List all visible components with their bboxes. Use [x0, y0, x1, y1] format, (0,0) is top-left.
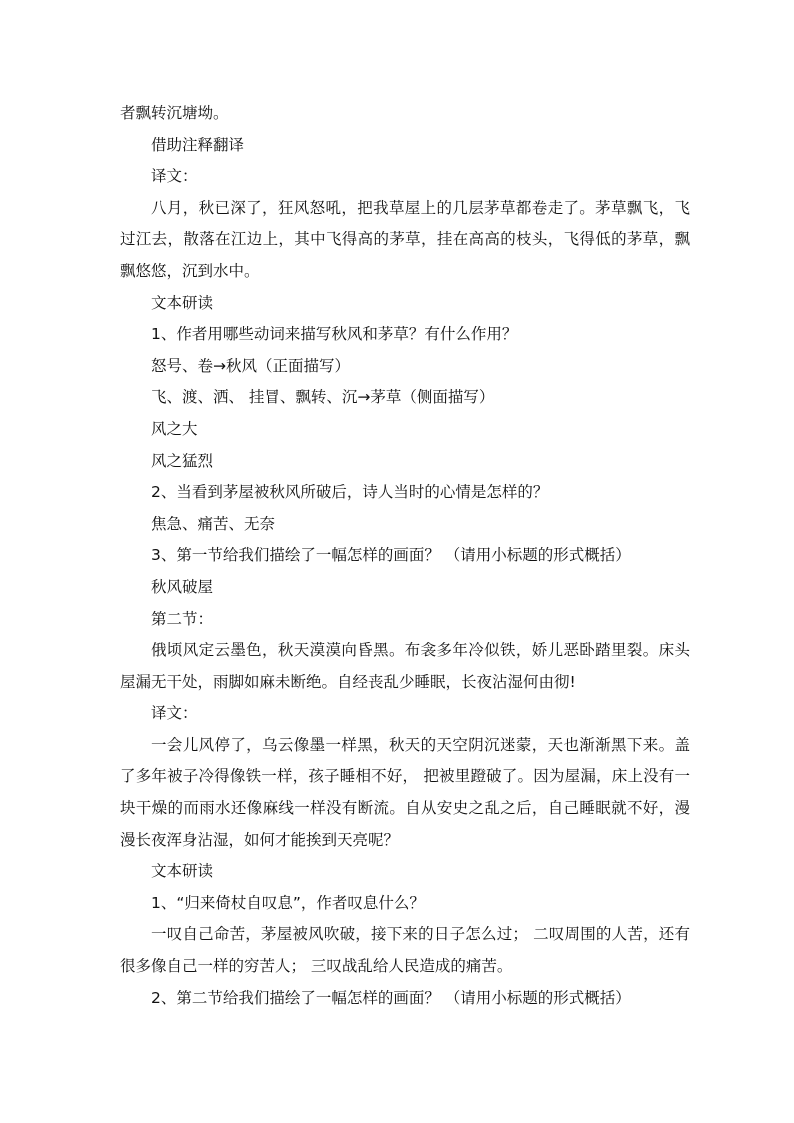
answer-wind: 怒号、卷→秋风（正面描写）	[151, 356, 350, 375]
answer-sigh: 一叹自己命苦，茅屋被风吹破，接下来的日子怎么过； 二叹周围的人苦，还有很多像自己一样的穷苦人； 三叹战乱给人民造成的痛苦。	[120, 925, 690, 976]
document-body	[120, 98, 690, 1014]
answer-wind-strength: 风之大	[151, 419, 198, 438]
translation-heading-2: 译文：	[151, 704, 198, 723]
text-line-continuation: 者飘转沉塘坳。	[120, 104, 229, 122]
question-1: 1、作者用哪些动词来描写秋风和茅草？有什么作用？	[151, 325, 518, 344]
answer-mood: 焦急、痛苦、无奈	[151, 514, 276, 533]
answer-thatch: 飞、渡、洒、 挂冒、飘转、沉→茅草（侧面描写）	[151, 388, 495, 407]
answer-wind-fierce: 风之猛烈	[151, 451, 214, 470]
question-sigh: 1、“归来倚杖自叹息”，作者叹息什么？	[151, 893, 425, 912]
poem-paragraph-2: 俄顷风定云墨色，秋天漠漠向昏黑。布衾多年冷似铁，娇儿恶卧踏里裂。床头屋漏无干处，雨脚如麻未断绝。自经丧乱少睡眠，长夜沾湿何由彻!	[120, 641, 690, 691]
answer-title-1: 秋风破屋	[151, 577, 214, 596]
question-section-2: 2、第二节给我们描绘了一幅怎样的画面？ （请用小标题的形式概括）	[151, 988, 631, 1007]
question-2: 2、当看到茅屋被秋风所破后，诗人当时的心情是怎样的？	[151, 483, 549, 502]
translation-paragraph-2: 一会儿风停了，乌云像墨一样黑，秋天的天空阴沉迷蒙，天也渐渐黑下来。盖了多年被子冷得像铁一样，孩子睡相不好， 把被里蹬破了。因为屋漏，床上没有一块干燥的而雨水还像麻线一样没有断流。自从安史之乱之后，自己睡眠就不好，漫漫长夜浑身沾湿，如何才能挨到天亮呢？	[120, 735, 690, 849]
section-2-heading: 第二节：	[151, 609, 214, 628]
question-3: 3、第一节给我们描绘了一幅怎样的画面？ （请用小标题的形式概括）	[151, 546, 631, 565]
text-line-annotation-hint: 借助注释翻译	[151, 135, 245, 154]
translation-paragraph-1: 八月，秋已深了，狂风怒吼，把我草屋上的几层茅草都卷走了。茅草飘飞，飞过江去，散落在江边上，其中飞得高的茅草，挂在高高的枝头，飞得低的茅草，飘飘悠悠，沉到水中。	[120, 198, 690, 280]
study-heading-2: 文本研读	[151, 862, 214, 881]
study-heading: 文本研读	[151, 293, 214, 312]
translation-heading: 译文：	[151, 167, 198, 186]
